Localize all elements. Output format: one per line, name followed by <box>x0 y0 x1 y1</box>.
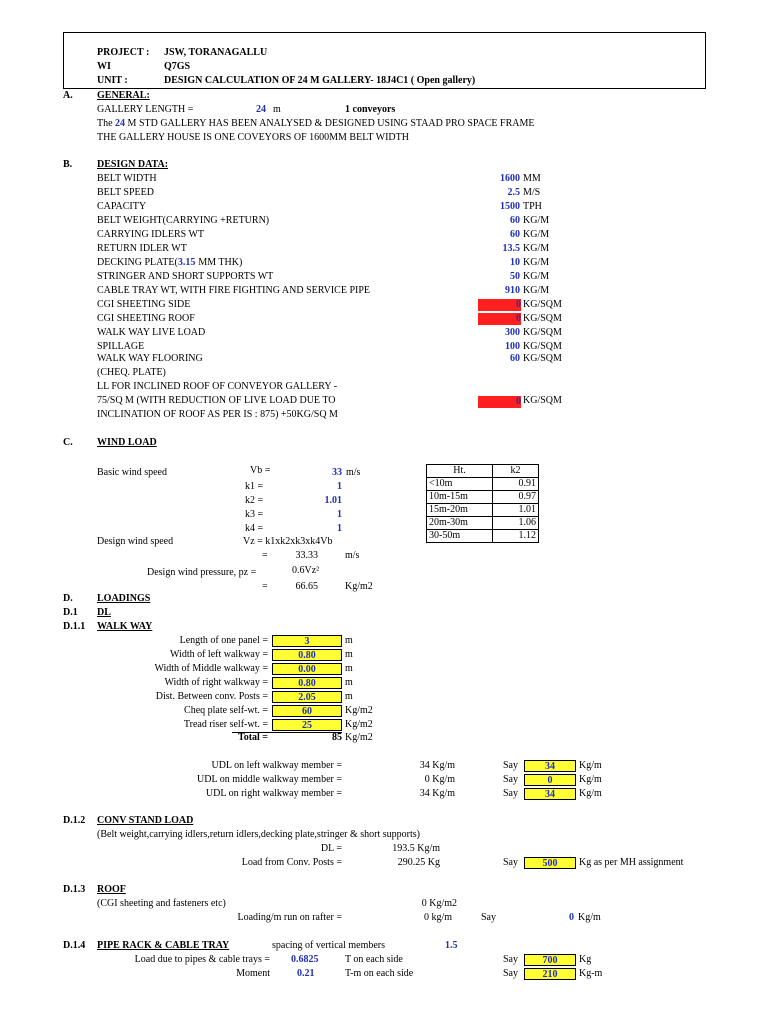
walkway-row-value: 0.80 <box>272 677 342 689</box>
pipe-say: Say <box>503 954 518 965</box>
design-row-label <box>97 257 242 269</box>
table-row <box>427 491 539 504</box>
pipe-load-label: Load due to pipes & cable trays = <box>134 954 270 965</box>
posts-value: 290.25 Kg <box>397 857 440 868</box>
design-row-unit: KG/SQM <box>523 299 562 310</box>
pipe-load-unit: T on each side <box>345 954 403 965</box>
pz-value: 66.65 <box>295 581 318 592</box>
k-factor-value: 1 <box>337 509 342 520</box>
section-a-title: GENERAL: <box>97 90 150 101</box>
table-row <box>427 478 539 491</box>
udl-row-unit: Kg/m <box>579 788 602 799</box>
decking-label: DECKING PLATE( <box>97 257 178 268</box>
table-row <box>427 530 539 543</box>
k-factor-value: 1.01 <box>324 495 342 506</box>
general-line1-post: M STD GALLERY HAS BEEN ANALYSED & DESIGNED USING STAAD PRO SPACE FRAME <box>127 118 535 129</box>
walkway-row-label: Width of Middle walkway = <box>154 663 268 674</box>
pz-unit: Kg/m2 <box>345 581 373 592</box>
ll-line-2: 75/SQ M (WITH REDUCTION OF LIVE LOAD DUE TO <box>97 395 336 406</box>
walkway-row-label: Cheq plate self-wt. = <box>184 705 268 716</box>
posts-say-value: 500 <box>524 857 576 869</box>
section-c-letter: C. <box>63 437 73 448</box>
header-divider <box>63 88 706 89</box>
design-row-value: 60 <box>510 215 520 226</box>
moment-say-unit: Kg-m <box>579 968 603 979</box>
design-row-unit: KG/M <box>523 243 550 254</box>
moment-say-value: 210 <box>524 968 576 980</box>
k-factor-value: 1 <box>337 481 342 492</box>
pz-formula: 0.6Vz² <box>292 565 320 576</box>
design-row-unit: KG/M <box>523 285 550 296</box>
section-a-letter: A. <box>63 90 73 101</box>
walkway-row-label: Length of one panel = <box>179 635 268 646</box>
moment-label: Moment <box>236 968 270 979</box>
vz-formula: Vz = k1xk2xk3xk4Vb <box>243 536 333 547</box>
decking-suffix: MM THK) <box>198 257 243 268</box>
vb-value: 33 <box>332 467 342 478</box>
design-row-unit: KG/M <box>523 229 550 240</box>
k2-ht-cell: 30-50m <box>427 530 493 543</box>
vb-symbol: Vb = <box>250 465 271 476</box>
k2-table <box>426 464 539 543</box>
design-row-value: 100 <box>505 341 520 352</box>
walkway-row-value: 60 <box>272 705 342 717</box>
design-row-label: SPILLAGE <box>97 341 145 352</box>
design-row-value: 2.5 <box>507 187 520 198</box>
k2-value-cell: 1.12 <box>493 530 539 543</box>
gallery-length-unit: m <box>273 104 281 115</box>
walkway-row-label: Width of left walkway = <box>170 649 268 660</box>
pz-label: Design wind pressure, pz = <box>147 567 257 578</box>
design-row-value: 1500 <box>500 201 520 212</box>
wi-value: Q7GS <box>164 61 191 72</box>
design-row-value: 910 <box>505 285 520 296</box>
k-factor-label: k4 = <box>245 523 264 534</box>
udl-row-unit: Kg/m <box>579 774 602 785</box>
walkway-row-unit: Kg/m2 <box>345 705 373 716</box>
general-line-1 <box>97 118 535 130</box>
k2-table-header-k2: k2 <box>493 465 539 478</box>
design-row-unit: KG/SQM <box>523 341 562 352</box>
table-row <box>427 504 539 517</box>
pipe-say-value: 700 <box>524 954 576 966</box>
udl-row-value: 34 <box>524 788 576 800</box>
d13-description: (CGI sheeting and fasteners etc) <box>97 898 226 909</box>
wi-label: WI <box>97 61 111 72</box>
d12-title: CONV STAND LOAD <box>97 815 194 826</box>
design-row-label: CGI SHEETING SIDE <box>97 299 191 310</box>
design-row-unit: KG/SQM <box>523 327 562 338</box>
k2-ht-cell: 15m-20m <box>427 504 493 517</box>
general-line-2: THE GALLERY HOUSE IS ONE COVEYORS OF 1600MM BELT WIDTH <box>97 132 409 143</box>
rafter-label: Loading/m run on rafter = <box>237 912 342 923</box>
unit-label: UNIT : <box>97 75 128 86</box>
gallery-length-label: GALLERY LENGTH = <box>97 104 194 115</box>
design-row-label: BELT WIDTH <box>97 173 157 184</box>
udl-row-calc: 34 Kg/m <box>419 788 455 799</box>
design-row-value: 1600 <box>500 173 520 184</box>
d1-title: DL <box>97 607 111 618</box>
k2-value-cell: 1.01 <box>493 504 539 517</box>
design-row-unit: MM <box>523 173 541 184</box>
moment-unit: T-m on each side <box>345 968 414 979</box>
table-row <box>427 517 539 530</box>
walkway-total-label: Total = <box>237 732 268 743</box>
udl-row-label: UDL on right walkway member = <box>205 788 342 799</box>
gallery-length-value: 24 <box>256 104 266 115</box>
udl-row-say: Say <box>503 774 518 785</box>
walkway-row-unit: m <box>345 663 353 674</box>
k2-table-header-ht: Ht. <box>427 465 493 478</box>
posts-note: Kg as per MH assignment <box>579 857 684 868</box>
rafter-say: Say <box>481 912 496 923</box>
walkway-row-unit: m <box>345 649 353 660</box>
walkway-row-label: Width of right walkway = <box>164 677 268 688</box>
section-b-title: DESIGN DATA: <box>97 159 169 170</box>
section-d-title: LOADINGS <box>97 593 151 604</box>
design-row-unit: KG/M <box>523 215 550 226</box>
k2-ht-cell: 20m-30m <box>427 517 493 530</box>
pipe-say-unit: Kg <box>579 954 592 965</box>
walkway-row-value: 2.05 <box>272 691 342 703</box>
cheq-plate-note: (CHEQ. PLATE) <box>97 367 166 378</box>
k2-ht-cell: <10m <box>427 478 493 491</box>
rafter-unit: Kg/m <box>578 912 601 923</box>
k-factor-value: 1 <box>337 523 342 534</box>
section-b-letter: B. <box>63 159 73 170</box>
design-row-label: CABLE TRAY WT, WITH FIRE FIGHTING AND SERVICE PIPE <box>97 285 371 296</box>
d14-number: D.1.4 <box>63 940 86 951</box>
walkway-row-unit: Kg/m2 <box>345 719 373 730</box>
udl-row-calc: 34 Kg/m <box>419 760 455 771</box>
walkway-row-value: 3 <box>272 635 342 647</box>
walkway-total-unit: Kg/m2 <box>345 732 373 743</box>
design-wind-label: Design wind speed <box>97 536 174 547</box>
design-row-unit: KG/SQM <box>523 313 562 324</box>
spacing-value: 1.5 <box>445 940 458 951</box>
k-factor-label: k1 = <box>245 481 264 492</box>
design-row-label: CARRYING IDLERS WT <box>97 229 205 240</box>
design-row-label: BELT WEIGHT(CARRYING +RETURN) <box>97 215 270 226</box>
posts-say: Say <box>503 857 518 868</box>
moment-value: 0.21 <box>297 968 315 979</box>
d13-number: D.1.3 <box>63 884 86 895</box>
vb-unit: m/s <box>346 467 361 478</box>
general-line1-value: 24 <box>115 118 126 129</box>
walkway-row-value: 25 <box>272 719 342 731</box>
design-row-label: WALK WAY FLOORING <box>97 353 203 364</box>
design-row-value-red: 0 <box>478 299 521 311</box>
design-row-value: 60 <box>510 229 520 240</box>
k2-value-cell: 0.91 <box>493 478 539 491</box>
project-label: PROJECT : <box>97 47 150 58</box>
pz-equals: = <box>262 581 268 592</box>
design-row-value: 60 <box>510 353 520 364</box>
design-row-unit: M/S <box>523 187 541 198</box>
section-d-letter: D. <box>63 593 73 604</box>
k-factor-label: k2 = <box>245 495 264 506</box>
design-row-value: 13.5 <box>502 243 520 254</box>
k2-value-cell: 1.06 <box>493 517 539 530</box>
udl-row-value: 0 <box>524 774 576 786</box>
design-row-label: CGI SHEETING ROOF <box>97 313 195 324</box>
ll-unit: KG/SQM <box>523 395 562 406</box>
rafter-say-value: 0 <box>569 912 574 923</box>
decking-thickness: 3.15 <box>177 257 196 268</box>
vz-equals: = <box>262 550 268 561</box>
design-row-value: 50 <box>510 271 520 282</box>
unit-value: DESIGN CALCULATION OF 24 M GALLERY- 18J4C1 ( Open gallery) <box>164 75 476 86</box>
design-row-value: 10 <box>510 257 520 268</box>
d13-value: 0 Kg/m2 <box>421 898 457 909</box>
design-row-unit: KG/SQM <box>523 353 562 364</box>
design-row-label: STRINGER AND SHORT SUPPORTS WT <box>97 271 274 282</box>
design-row-unit: KG/M <box>523 271 550 282</box>
walkway-row-value: 0.00 <box>272 663 342 675</box>
spacing-label: spacing of vertical members <box>272 940 386 951</box>
ll-line-3: INCLINATION OF ROOF AS PER IS : 875) +50KG/SQ M <box>97 409 338 420</box>
walkway-row-label: Dist. Between conv. Posts = <box>155 691 268 702</box>
walkway-total-value: 85 <box>332 732 342 743</box>
d12-number: D.1.2 <box>63 815 86 826</box>
section-c-title: WIND LOAD <box>97 437 157 448</box>
walkway-row-unit: m <box>345 691 353 702</box>
rafter-value: 0 kg/m <box>423 912 452 923</box>
design-row-value: 300 <box>505 327 520 338</box>
general-line1-pre: The <box>97 118 113 129</box>
k2-ht-cell: 10m-15m <box>427 491 493 504</box>
d1-number: D.1 <box>63 607 78 618</box>
conveyors-count: 1 conveyors <box>345 104 396 115</box>
udl-row-value: 34 <box>524 760 576 772</box>
ll-value-cell: 0 <box>478 396 521 408</box>
vz-value: 33.33 <box>295 550 318 561</box>
d12-description: (Belt weight,carrying idlers,return idlers,decking plate,stringer & short supports) <box>97 829 420 840</box>
design-row-label: RETURN IDLER WT <box>97 243 187 254</box>
d14-title: PIPE RACK & CABLE TRAY <box>97 940 230 951</box>
k-factor-label: k3 = <box>245 509 264 520</box>
d11-title: WALK WAY <box>97 621 153 632</box>
udl-row-unit: Kg/m <box>579 760 602 771</box>
udl-row-say: Say <box>503 788 518 799</box>
design-row-label: BELT SPEED <box>97 187 154 198</box>
design-row-unit: KG/M <box>523 257 550 268</box>
design-row-label: CAPACITY <box>97 201 147 212</box>
walkway-row-unit: m <box>345 635 353 646</box>
moment-say: Say <box>503 968 518 979</box>
project-value: JSW, TORANAGALLU <box>164 47 268 58</box>
walkway-row-label: Tread riser self-wt. = <box>183 719 268 730</box>
design-row-unit: TPH <box>523 201 542 212</box>
posts-label: Load from Conv. Posts = <box>241 857 342 868</box>
udl-row-label: UDL on left walkway member = <box>211 760 342 771</box>
d11-number: D.1.1 <box>63 621 86 632</box>
basic-wind-label: Basic wind speed <box>97 467 167 478</box>
pipe-load-value: 0.6825 <box>291 954 319 965</box>
design-row-label: WALK WAY LIVE LOAD <box>97 327 206 338</box>
walkway-row-value: 0.80 <box>272 649 342 661</box>
walkway-row-unit: m <box>345 677 353 688</box>
udl-row-say: Say <box>503 760 518 771</box>
dl-label: DL = <box>320 843 342 854</box>
udl-row-label: UDL on middle walkway member = <box>197 774 342 785</box>
dl-value: 193.5 Kg/m <box>392 843 440 854</box>
d13-title: ROOF <box>97 884 126 895</box>
design-row-value-red: 0 <box>478 313 521 325</box>
vz-unit: m/s <box>345 550 360 561</box>
ll-line-1: LL FOR INCLINED ROOF OF CONVEYOR GALLERY - <box>97 381 338 392</box>
udl-row-calc: 0 Kg/m <box>424 774 455 785</box>
k2-value-cell: 0.97 <box>493 491 539 504</box>
